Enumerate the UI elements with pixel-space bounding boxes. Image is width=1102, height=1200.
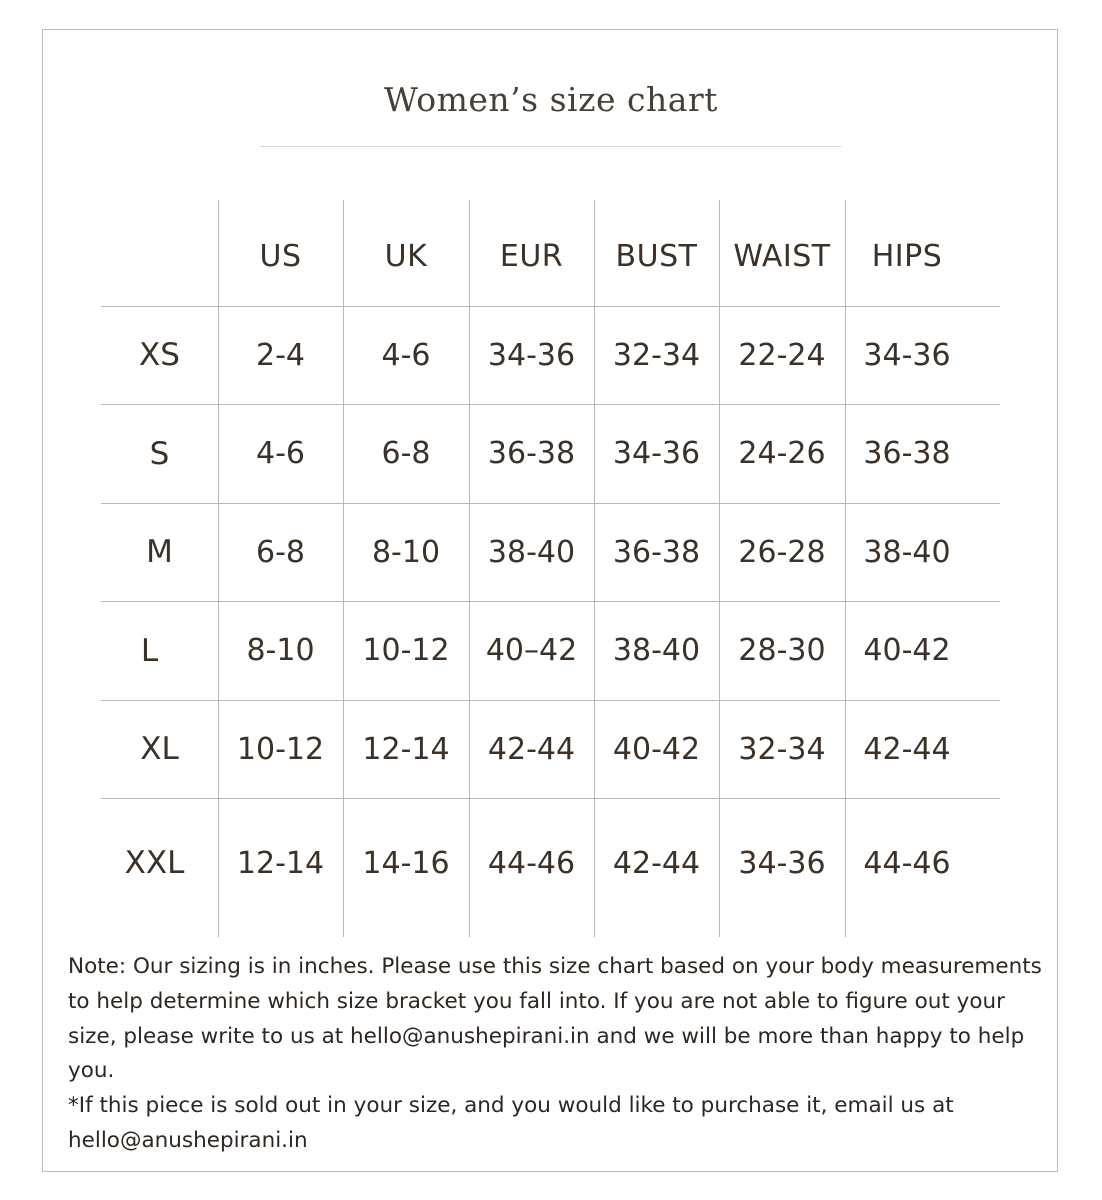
table-cell: 28-30 — [738, 633, 826, 668]
table-cell: 34-36 — [863, 337, 951, 373]
size-label-s: S — [149, 435, 170, 472]
size-label-xs: XS — [139, 337, 180, 373]
table-cell: 26-28 — [738, 534, 826, 570]
table-cell: 38-40 — [487, 534, 576, 570]
table-cell: 10-12 — [362, 633, 450, 668]
table-cell: 38-40 — [863, 534, 951, 570]
table-cell: 8-10 — [246, 633, 315, 668]
table-cell: 4-6 — [256, 436, 305, 471]
column-header-hips: HIPS — [871, 238, 943, 274]
table-cell: 2-4 — [256, 337, 305, 373]
table-cell: 4-6 — [381, 337, 431, 373]
size-label-xl: XL — [140, 731, 179, 767]
column-header-bust: BUST — [615, 238, 698, 274]
table-cell: 6-8 — [381, 436, 431, 471]
table-cell: 40-42 — [612, 731, 701, 767]
table-cell: 40-42 — [863, 633, 951, 668]
table-cell: 38-40 — [612, 633, 701, 668]
table-cell: 36-38 — [487, 436, 576, 471]
table-cell: 24-26 — [738, 436, 826, 471]
size-label-l: L — [140, 632, 159, 669]
table-cell: 10-12 — [236, 731, 325, 767]
table-cell: 12-14 — [362, 731, 450, 767]
table-cell: 6-8 — [256, 534, 305, 570]
table-cell: 34-36 — [738, 845, 826, 881]
table-cell: 32-34 — [738, 731, 826, 767]
column-header-us: US — [259, 238, 302, 274]
table-cell: 44-46 — [863, 845, 951, 881]
table-cell: 12-14 — [236, 845, 325, 881]
table-cell: 40–42 — [485, 633, 578, 668]
sizing-note-text: Note: Our sizing is in inches. Please use this size chart based on your body measurements to help determine which size bracket you fall into. If you are not able to figure out your size, please write to us at hello@anushepirani.in and we will be more than happy to help you. — [68, 954, 1042, 1084]
table-cell: 44-46 — [487, 845, 576, 881]
column-header-waist: WAIST — [733, 238, 831, 274]
page-title: Women’s size chart — [384, 80, 718, 119]
sizing-note — [68, 950, 1058, 1159]
table-cell: 22-24 — [738, 337, 826, 373]
table-cell: 34-36 — [487, 337, 576, 373]
table-cell: 42-44 — [612, 845, 701, 881]
table-cell: 36-38 — [612, 534, 701, 570]
table-cell: 8-10 — [371, 534, 441, 570]
table-cell: 42-44 — [863, 731, 951, 767]
sold-out-note: *If this piece is sold out in your size, and you would like to purchase it, email us at hello@anushepirani.in — [68, 1093, 954, 1153]
table-cell: 42-44 — [487, 731, 576, 767]
table-cell: 34-36 — [612, 436, 701, 471]
table-cell: 14-16 — [362, 845, 450, 881]
column-header-eur: EUR — [499, 238, 564, 274]
size-label-xxl: XXL — [124, 845, 185, 881]
table-cell: 32-34 — [612, 337, 701, 373]
column-header-uk: UK — [384, 238, 428, 274]
table-cell: 36-38 — [863, 436, 951, 471]
size-label-m: M — [146, 534, 173, 570]
